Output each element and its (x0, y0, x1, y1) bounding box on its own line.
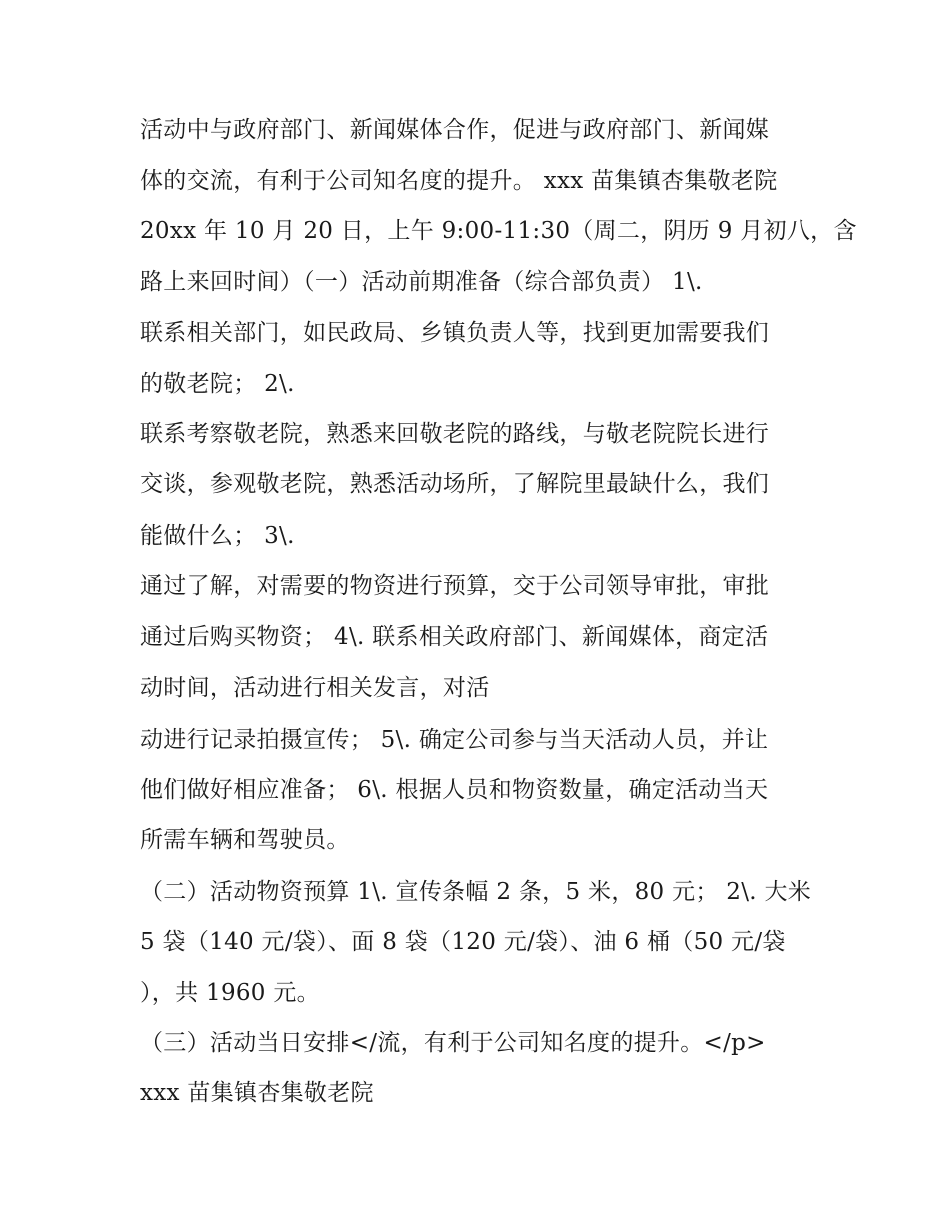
text-line: 通过了解，对需要的物资进行预算，交于公司领导审批，审批 (140, 573, 770, 599)
text-line: 通过后购买物资； 4\. 联系相关政府部门、新闻媒体，商定活 (140, 624, 769, 650)
text-line: （三）活动当日安排</流，有利于公司知名度的提升。</p> (140, 1030, 766, 1056)
text-line: 5 袋（140 元/袋）、面 8 袋（120 元/袋）、油 6 桶（50 元/袋 (140, 929, 786, 955)
text-line: 他们做好相应准备； 6\. 根据人员和物资数量，确定活动当天 (140, 777, 769, 803)
text-line: 体的交流，有利于公司知名度的提升。 xxx 苗集镇杏集敬老院 (140, 168, 778, 194)
text-line: 动时间，活动进行相关发言，对活 (140, 675, 490, 701)
text-line: ），共 1960 元。 (140, 980, 320, 1006)
text-line: 活动中与政府部门、新闻媒体合作，促进与政府部门、新闻媒 (140, 117, 770, 143)
text-line: 能做什么； 3\. (140, 523, 295, 549)
text-line: 动进行记录拍摄宣传； 5\. 确定公司参与当天活动人员，并让 (140, 727, 769, 753)
text-line: 20xx 年 10 月 20 日，上午 9:00-11:30（周二，阴历 9 月初八，含 (140, 218, 857, 244)
text-line: 联系相关部门，如民政局、乡镇负责人等，找到更加需要我们 (140, 320, 770, 346)
text-line: 路上来回时间）（一）活动前期准备（综合部负责） 1\. (140, 269, 703, 295)
text-line: xxx 苗集镇杏集敬老院 (140, 1080, 374, 1106)
text-line: 联系考察敬老院，熟悉来回敬老院的路线，与敬老院院长进行 (140, 421, 770, 447)
text-line: （二）活动物资预算 1\. 宣传条幅 2 条，5 米，80 元； 2\. 大米 (140, 879, 812, 905)
text-line: 所需车辆和驾驶员。 (140, 827, 350, 853)
text-line: 交谈，参观敬老院，熟悉活动场所，了解院里最缺什么，我们 (140, 471, 770, 497)
text-line: 的敬老院； 2\. (140, 371, 295, 397)
